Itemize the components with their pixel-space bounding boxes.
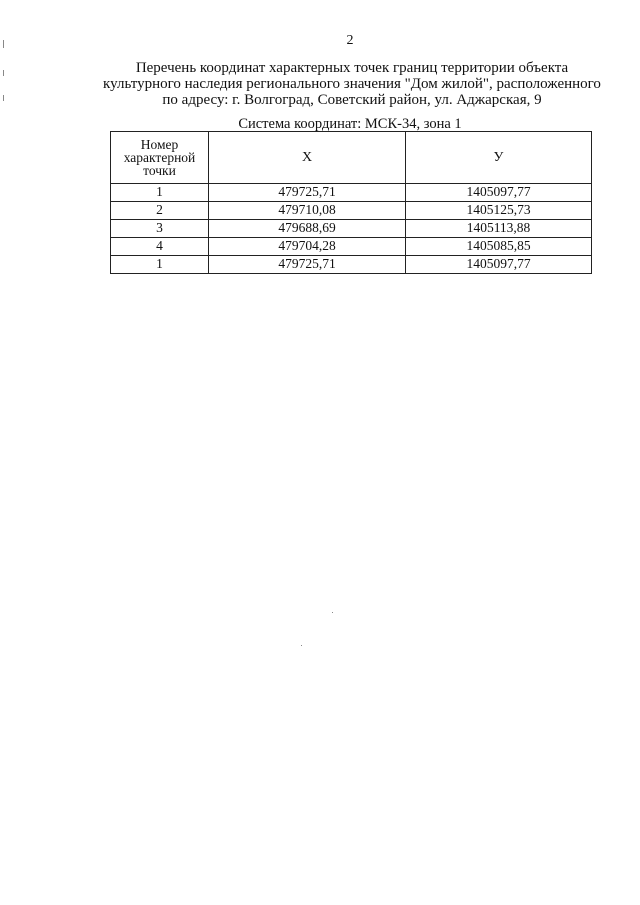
column-header-point-number: Номер характерной точки: [111, 132, 209, 184]
table-row: [111, 202, 592, 220]
document-title: [92, 60, 612, 108]
x-coordinate-cell: 479710,08: [209, 202, 406, 220]
page-number: 2: [346, 33, 354, 48]
column-header-y: У: [406, 132, 592, 184]
title-line-3: по адресу: г. Волгоград, Советский район, ул. Аджарская, 9: [162, 92, 542, 108]
scan-mark: [3, 70, 4, 76]
coordinates-table: [110, 131, 592, 274]
point-number-cell: 1: [111, 256, 209, 274]
scan-mark: [332, 612, 333, 613]
table-header-row: [111, 132, 592, 184]
table-row: [111, 184, 592, 202]
table-row: [111, 238, 592, 256]
scan-mark: [301, 645, 302, 646]
y-coordinate-cell: 1405125,73: [406, 202, 592, 220]
title-line-1: Перечень координат характерных точек границ территории объекта: [135, 60, 569, 76]
scan-mark: [3, 95, 4, 101]
y-coordinate-cell: 1405113,88: [406, 220, 592, 238]
x-coordinate-cell: 479725,71: [209, 184, 406, 202]
x-coordinate-cell: 479704,28: [209, 238, 406, 256]
scan-mark: [3, 40, 4, 48]
point-number-cell: 1: [111, 184, 209, 202]
point-number-cell: 4: [111, 238, 209, 256]
x-coordinate-cell: 479688,69: [209, 220, 406, 238]
table-row: [111, 220, 592, 238]
title-line-2: культурного наследия регионального значения "Дом жилой", расположенного: [103, 76, 601, 92]
y-coordinate-cell: 1405097,77: [406, 256, 592, 274]
y-coordinate-cell: 1405085,85: [406, 238, 592, 256]
point-number-cell: 2: [111, 202, 209, 220]
table-row: [111, 256, 592, 274]
y-coordinate-cell: 1405097,77: [406, 184, 592, 202]
column-header-x: X: [209, 132, 406, 184]
point-number-cell: 3: [111, 220, 209, 238]
x-coordinate-cell: 479725,71: [209, 256, 406, 274]
coordinate-system-label: Система координат: МСК-34, зона 1: [238, 116, 462, 132]
